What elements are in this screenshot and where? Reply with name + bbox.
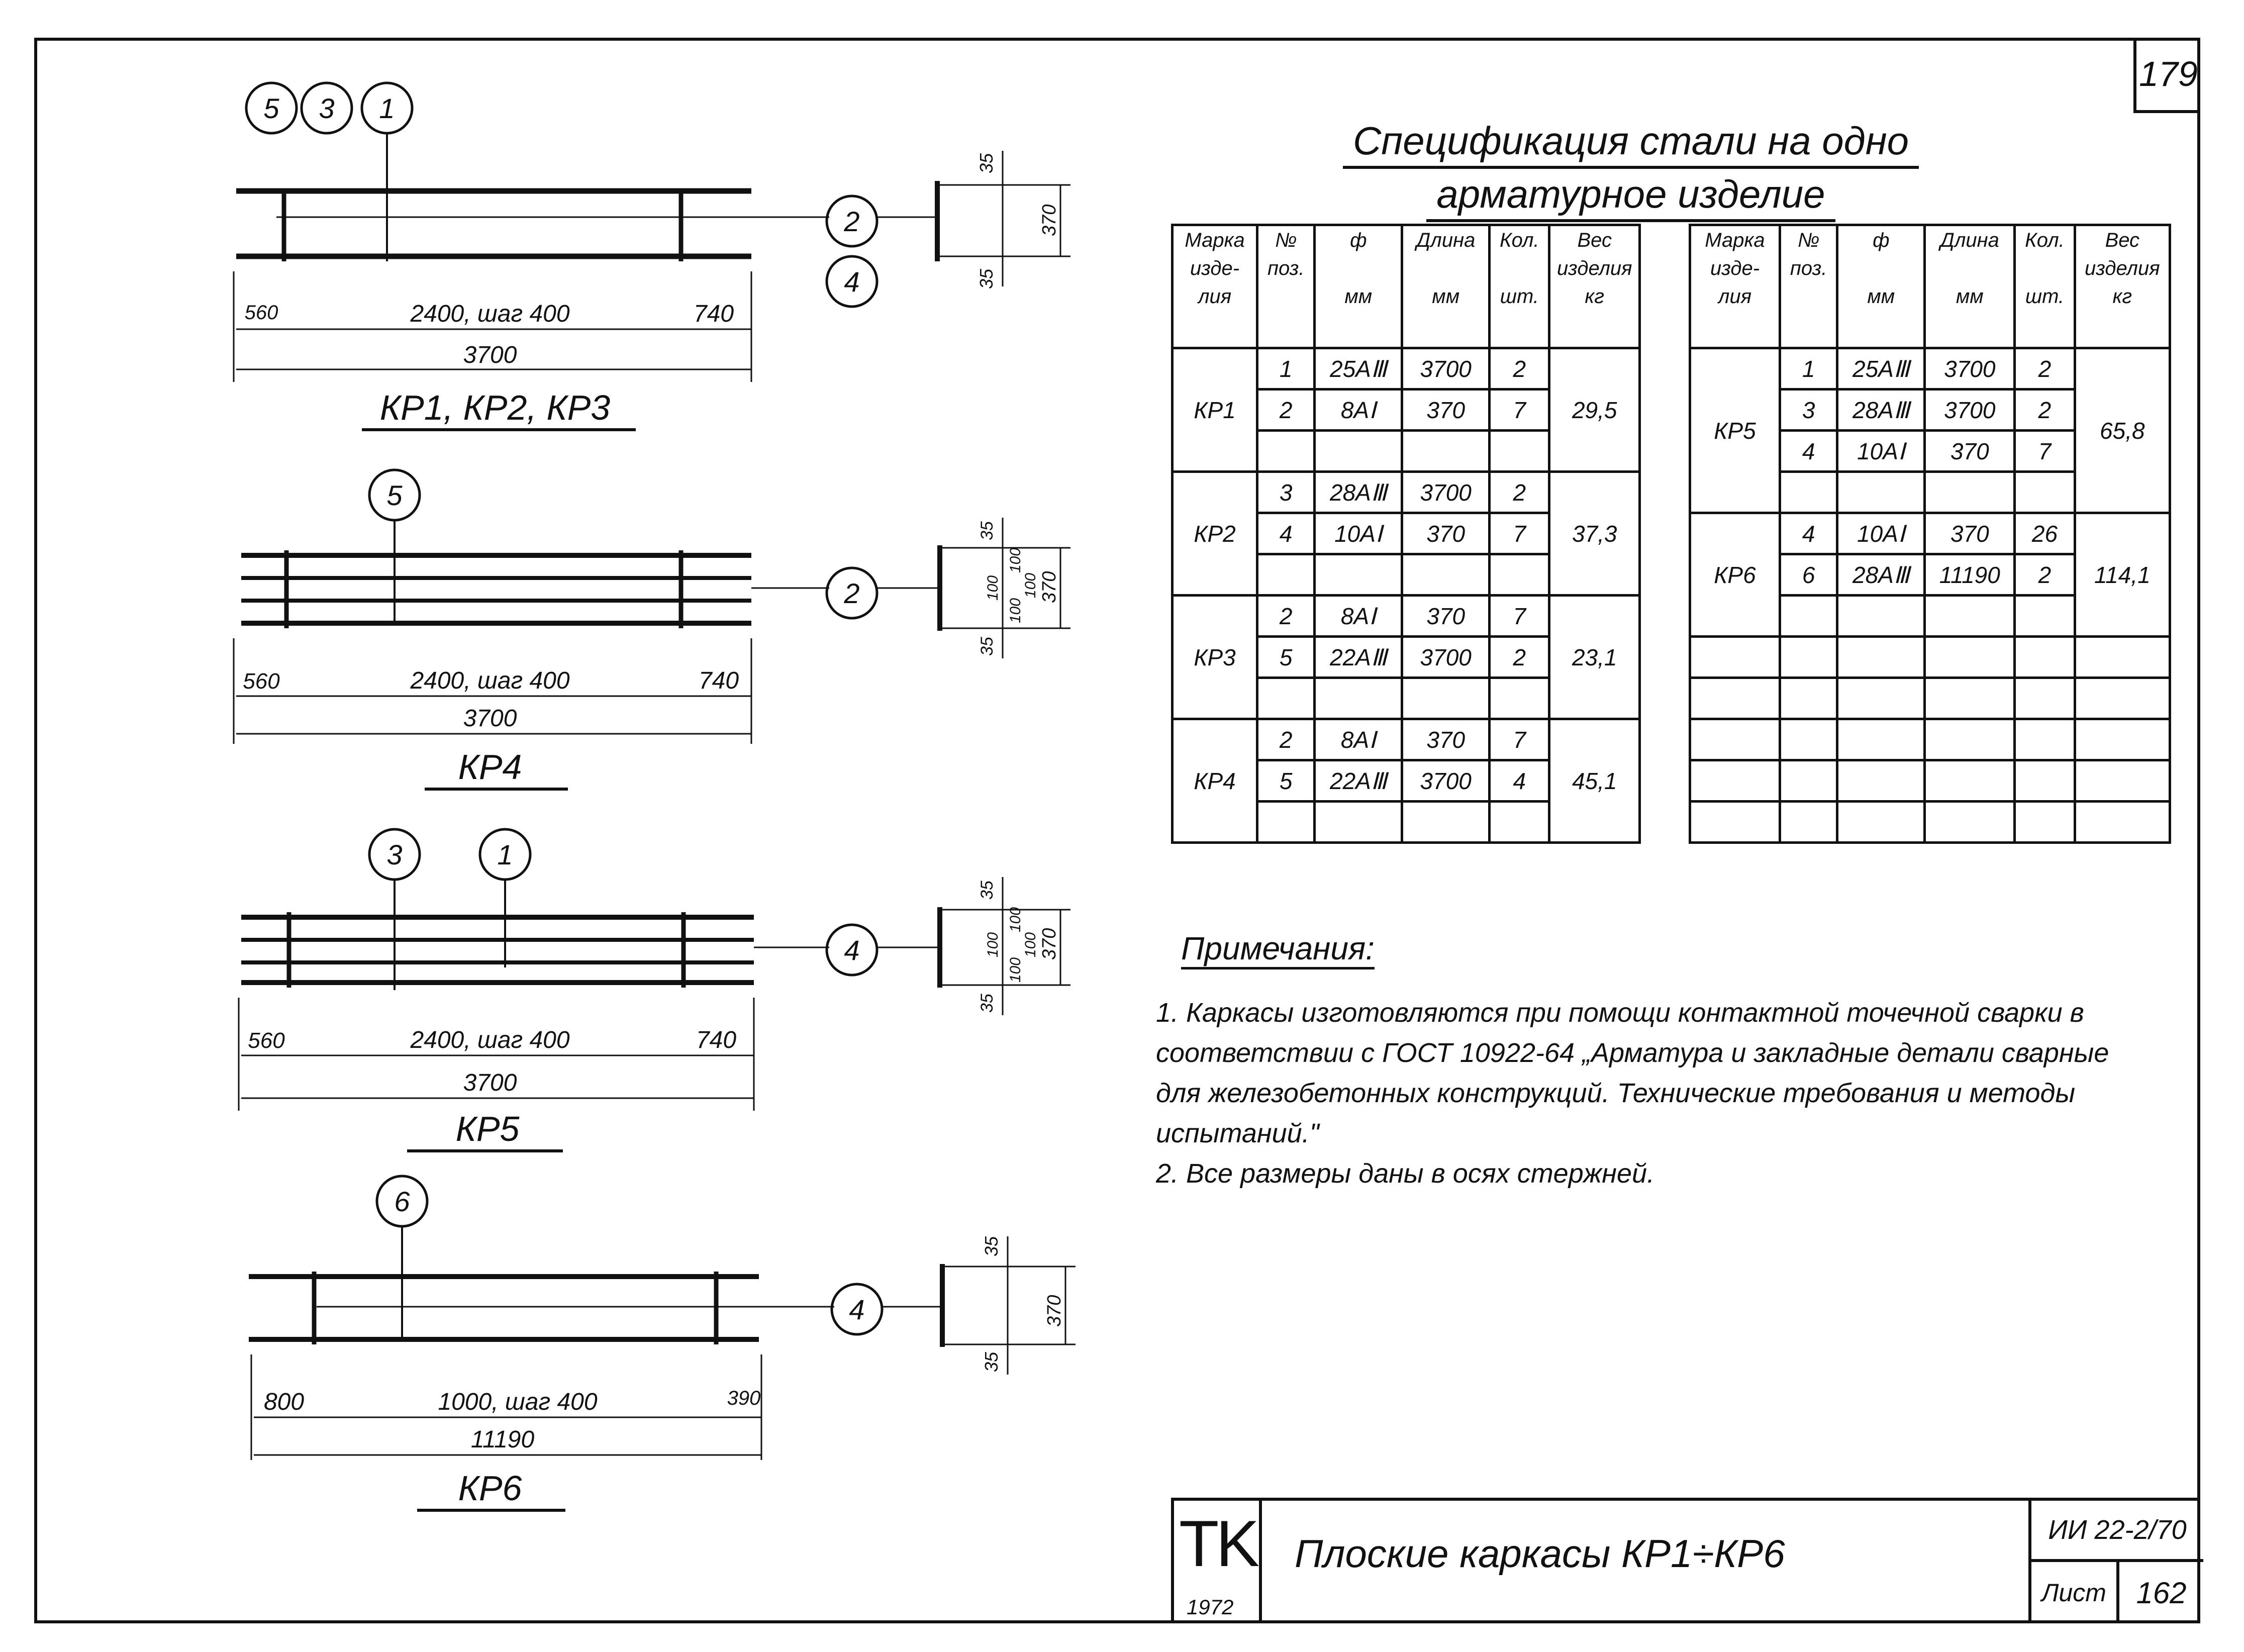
dim-left: 560 — [248, 1028, 285, 1053]
callout-label: 1 — [497, 839, 513, 870]
mark-cell: КР5 — [1690, 348, 1780, 513]
dim-middle: 2400, шаг 400 — [410, 301, 570, 327]
section-mid: 100 — [1022, 932, 1039, 957]
drawing-kr4 — [234, 470, 1070, 789]
section-mid: 100 — [1007, 598, 1024, 623]
dim-total: 11190 — [470, 1426, 535, 1453]
section-top: 35 — [981, 1236, 1002, 1256]
section-bottom: 35 — [976, 268, 997, 289]
section-bottom: 35 — [978, 994, 997, 1013]
section-top: 35 — [978, 881, 997, 900]
table-row — [1690, 802, 2170, 843]
note-item: 2. Все размеры даны в осях стержней. — [1156, 1158, 1655, 1189]
drawing-kr5 — [239, 829, 1070, 1151]
dim-right: 740 — [696, 1027, 737, 1053]
spec-title-line2: арматурное изделие — [1426, 169, 1835, 222]
drawing-kr1-kr2-kr3 — [234, 83, 1070, 430]
mark-cell: КР4 — [1173, 719, 1257, 843]
section-height: 370 — [1039, 204, 1060, 236]
section-bottom: 35 — [981, 1351, 1002, 1372]
dim-left: 800 — [263, 1389, 305, 1415]
mark-cell: КР1 — [1173, 348, 1257, 472]
weight-cell: 114,1 — [2075, 513, 2170, 637]
callout-label: 1 — [379, 92, 395, 124]
table-row: 2 8AⅠ 370 7 — [1173, 390, 1640, 431]
callout-label: 6 — [394, 1186, 410, 1217]
section-top: 35 — [978, 521, 997, 540]
drawing-title: КР6 — [458, 1469, 522, 1508]
section-height: 370 — [1044, 1295, 1065, 1327]
dim-middle: 1000, шаг 400 — [438, 1389, 598, 1415]
table-row — [1690, 760, 2170, 802]
drawing-title: КР1, КР2, КР3 — [379, 388, 611, 427]
section-mid: 100 — [985, 932, 1001, 957]
table-row: 6 28AⅢ 11190 2 — [1690, 554, 2170, 596]
drawing-title: КР5 — [455, 1109, 520, 1148]
callout-label: 4 — [844, 266, 860, 298]
reinforcement-drawings — [0, 0, 1131, 1583]
table-row: КР4 2 8AⅠ 370 7 45,1 — [1173, 719, 1640, 760]
dim-left: 560 — [243, 669, 280, 694]
table-row — [1690, 719, 2170, 760]
table-row — [1690, 637, 2170, 678]
table-row: КР2 3 28AⅢ 3700 2 37,3 — [1173, 472, 1640, 513]
mark-cell: КР6 — [1690, 513, 1780, 637]
logo-text: TK — [1179, 1507, 1257, 1580]
callout-label: 3 — [319, 92, 335, 124]
col-length: Длина мм — [1925, 225, 2015, 348]
page-number: 179 — [2133, 38, 2200, 113]
section-mid: 100 — [1007, 547, 1024, 573]
table-row — [1690, 678, 2170, 719]
dim-middle: 2400, шаг 400 — [410, 667, 570, 694]
table-row: 4 10AⅠ 370 7 — [1690, 431, 2170, 472]
title-block-right — [2028, 1501, 2203, 1623]
weight-cell: 45,1 — [1549, 719, 1640, 843]
spec-title-line1: Спецификация стали на одно — [1343, 116, 1919, 169]
weight-cell: 23,1 — [1549, 596, 1640, 719]
table-row: КР3 2 8AⅠ 370 7 23,1 — [1173, 596, 1640, 637]
callout-label: 4 — [849, 1294, 865, 1325]
table-row: 4 10AⅠ 370 7 — [1173, 513, 1640, 554]
dim-right: 740 — [693, 301, 734, 327]
col-pos: № поз. — [1257, 225, 1315, 348]
spec-table-right — [1689, 224, 2171, 844]
note-item: 1. Каркасы изготовляются при помощи контактной точечной сварки в соответствии с ГОСТ 10922-64 „Арматура и закладные детали сварные для железобетонных конструкций. Технические требования и методы испытаний." — [1156, 998, 2109, 1148]
callout-label: 2 — [844, 577, 860, 609]
section-mid: 100 — [1007, 907, 1024, 932]
table-row: 3 28AⅢ 3700 2 — [1690, 390, 2170, 431]
col-weight: Вес изделия кг — [2075, 225, 2170, 348]
table-row: 5 22AⅢ 3700 2 — [1173, 637, 1640, 678]
sheet-label: Лист — [2031, 1562, 2119, 1623]
dim-total: 3700 — [463, 342, 517, 368]
col-mark: Марка изде- лия — [1173, 225, 1257, 348]
col-qty: Кол. шт. — [1490, 225, 1549, 348]
section-bottom: 35 — [978, 637, 997, 656]
col-dia: ф мм — [1837, 225, 1925, 348]
section-height: 370 — [1039, 928, 1060, 960]
section-mid: 100 — [1007, 957, 1024, 983]
drawing-title: КР4 — [458, 747, 522, 787]
col-mark: Марка изде- лия — [1690, 225, 1780, 348]
table-row: 5 22AⅢ 3700 4 — [1173, 760, 1640, 802]
spec-title — [1297, 116, 1965, 222]
dim-right: 740 — [698, 667, 739, 694]
col-dia: ф мм — [1315, 225, 1402, 348]
dim-middle: 2400, шаг 400 — [410, 1027, 570, 1053]
logo-year: 1972 — [1187, 1595, 1234, 1619]
callout-label: 4 — [844, 934, 860, 966]
dim-total: 3700 — [463, 705, 517, 732]
col-weight: Вес изделия кг — [1549, 225, 1640, 348]
document-code: ИИ 22-2/70 — [2031, 1501, 2203, 1562]
spec-table-left — [1171, 224, 1641, 844]
drawing-name: Плоские каркасы КР1÷КР6 — [1295, 1531, 1785, 1576]
mark-cell: КР2 — [1173, 472, 1257, 596]
table-row: КР6 4 10AⅠ 370 26 114,1 — [1690, 513, 2170, 554]
table-row: КР5 1 25AⅢ 3700 2 65,8 — [1690, 348, 2170, 390]
drawing-kr6 — [249, 1176, 1076, 1510]
weight-cell: 65,8 — [2075, 348, 2170, 513]
section-height: 370 — [1039, 571, 1060, 603]
dim-left: 560 — [244, 302, 278, 324]
sheet-number: 162 — [2136, 1576, 2187, 1610]
organization-logo — [1174, 1501, 1262, 1623]
notes — [1156, 993, 2136, 1194]
col-qty: Кол. шт. — [2015, 225, 2075, 348]
col-pos: № поз. — [1780, 225, 1837, 348]
dim-total: 3700 — [463, 1070, 517, 1096]
table-row: КР1 1 25AⅢ 3700 2 29,5 — [1173, 348, 1640, 390]
mark-cell: КР3 — [1173, 596, 1257, 719]
title-block — [1171, 1498, 2200, 1623]
section-mid: 100 — [1022, 572, 1039, 598]
section-mid: 100 — [985, 575, 1001, 601]
callout-label: 5 — [386, 479, 403, 511]
callout-label: 3 — [386, 839, 403, 870]
callout-label: 5 — [263, 92, 279, 124]
notes-title: Примечания: — [1181, 930, 1375, 969]
section-top: 35 — [976, 153, 997, 173]
dim-right: 390 — [727, 1387, 761, 1409]
callout-label: 2 — [844, 206, 860, 237]
col-length: Длина мм — [1402, 225, 1490, 348]
weight-cell: 29,5 — [1549, 348, 1640, 472]
weight-cell: 37,3 — [1549, 472, 1640, 596]
